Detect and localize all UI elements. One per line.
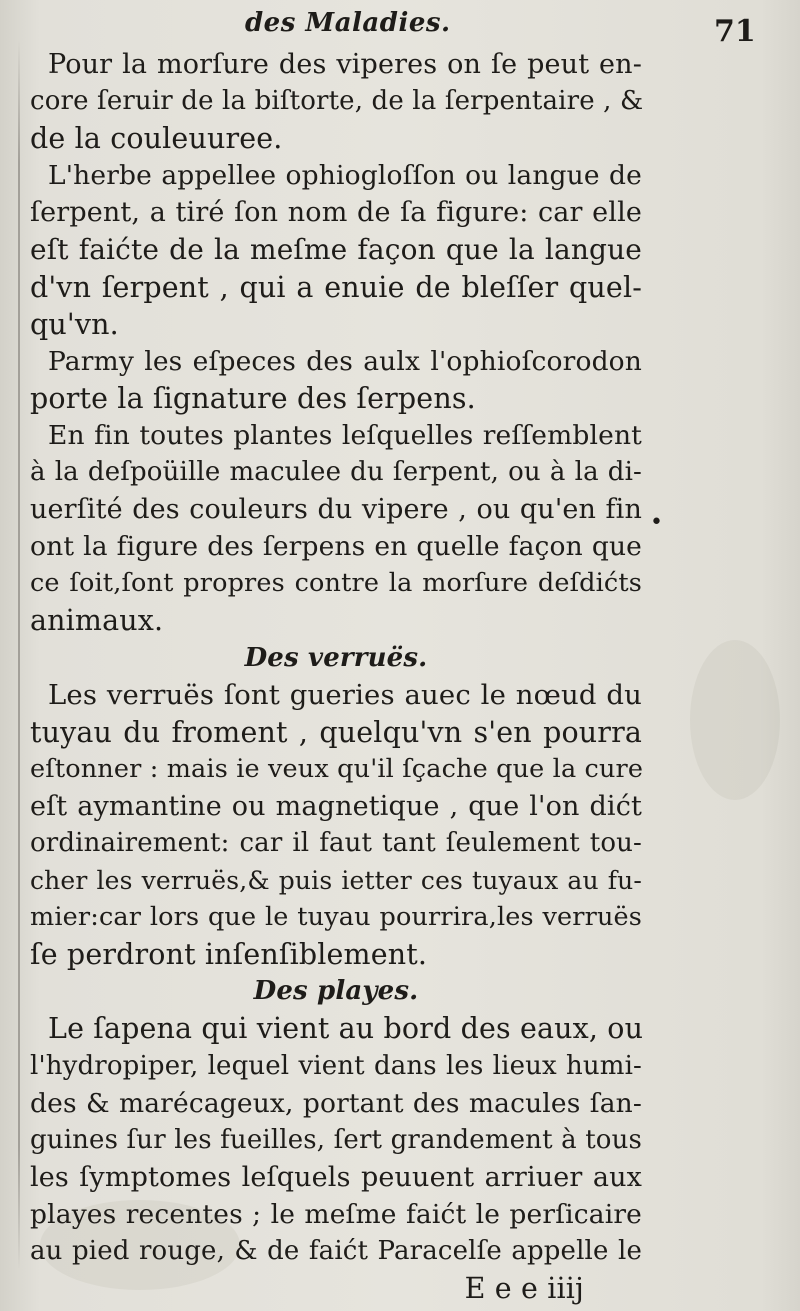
text-line: Pour la morſure des viperes on ſe peut en- (48, 49, 642, 80)
margin-mark: • (650, 510, 663, 535)
text-line: porte la ſignature des ſerpens. (30, 381, 476, 415)
section-heading: Des verruës. (244, 642, 428, 673)
text-line: Le ſapena qui vient au bord des eaux, ou (48, 1012, 644, 1046)
text-line: animaux. (30, 604, 164, 638)
text-line: des & marécageux, portant des macules ſan- (30, 1087, 642, 1119)
signature-mark: E e e iiij (464, 1272, 584, 1306)
section-heading: Des playes. (253, 976, 419, 1007)
text-line: l'hydropiper, lequel vient dans les lieux humi- (30, 1050, 642, 1081)
text-line: eſtonner : mais ie veux qu'il ſçache que la cure (30, 753, 644, 784)
text-line: ordinairement: car il faut tant ſeulement tou- (30, 827, 642, 858)
text-line: guines ſur les fueilles, ſert grandement à tous (30, 1124, 642, 1155)
text-line: ſe perdront inſenſiblement. (30, 938, 428, 972)
text-line: ſerpent, a tiré ſon nom de ſa figure: car elle (30, 197, 642, 229)
text-line: L'herbe appellee ophiogloſſon ou langue de (48, 160, 642, 192)
text-line: eſt aymantine ou magnetique , que l'on dićt (30, 790, 642, 822)
text-line: cher les verruës,& puis ietter ces tuyaux au fu- (30, 866, 642, 896)
text-line: mier:car lors que le tuyau pourrira,les verruës (30, 902, 642, 933)
text-line: Les verruës ſont gueries auec le nœud du (48, 678, 642, 711)
text-line: Parmy les eſpeces des aulx l'ophioſcorodon (48, 345, 642, 377)
text-line: de la couleuuree. (30, 122, 283, 156)
paper-stain (690, 640, 780, 800)
text-line: ont la figure des ſerpens en quelle façon que (30, 531, 642, 563)
gutter-shadow (18, 40, 20, 1270)
text-line: playes recentes ; le meſme faićt le perſicaire (30, 1198, 642, 1230)
text-line: core ſeruir de la biſtorte, de la ſerpentaire , & (30, 86, 644, 117)
body-text (30, 46, 660, 1307)
text-line: uerſité des couleurs du vipere , ou qu'en fin (30, 494, 642, 526)
text-line: à la deſpoüille maculee du ſerpent, ou à la di- (30, 457, 642, 488)
running-head (0, 6, 800, 49)
text-line: les ſymptomes leſquels peuuent arriuer aux (30, 1161, 642, 1193)
text-line: eſt faićte de la meſme façon que la langue (30, 233, 642, 267)
text-line: ce ſoit,ſont propres contre la morſure deſdićts (30, 568, 642, 599)
text-line: d'vn ſerpent , qui a enuie de bleſſer quel- (30, 270, 642, 304)
text-line: En fin toutes plantes leſquelles reſſemblent (48, 419, 642, 451)
text-line: qu'vn. (30, 307, 119, 341)
page-number: 71 (714, 14, 756, 49)
running-head-title: des Maladies. (245, 8, 451, 38)
text-line: tuyau du froment , quelqu'vn s'en pourra (30, 715, 642, 749)
text-line: au pied rouge, & de faićt Paracelſe appelle le (30, 1236, 642, 1266)
